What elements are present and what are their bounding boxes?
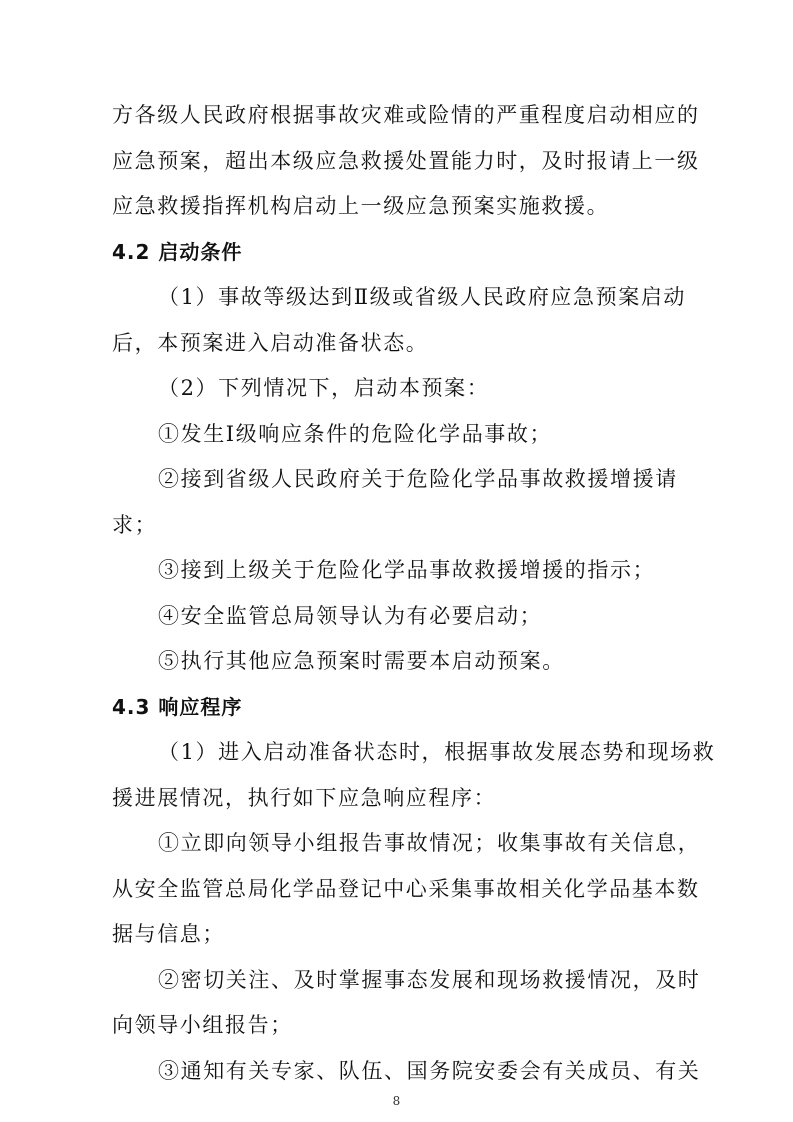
page-number: 8 bbox=[392, 1094, 401, 1108]
list-item: ②密切关注、及时掌握事态发展和现场救援情况，及时 bbox=[158, 968, 701, 992]
body-text-line: 向领导小组报告； bbox=[112, 1013, 293, 1037]
list-item: ②接到省级人民政府关于危险化学品事故救援增援请 bbox=[158, 467, 678, 491]
section-heading-4-2: 4.2 启动条件 bbox=[112, 240, 243, 264]
list-item: ④安全监管总局领导认为有必要启动； bbox=[158, 604, 543, 628]
body-text-line: （2）下列情况下，启动本预案： bbox=[158, 376, 490, 400]
body-text-line: 后，本预案进入启动准备状态。 bbox=[112, 331, 429, 355]
list-item: ③接到上级关于危险化学品事故救援增援的指示； bbox=[158, 558, 656, 582]
list-item: ⑤执行其他应急预案时需要本启动预案。 bbox=[158, 649, 565, 673]
body-text-line: 援进展情况，执行如下应急响应程序： bbox=[112, 786, 497, 810]
body-text-line: 应急救援指挥机构启动上一级应急预案实施救援。 bbox=[112, 194, 610, 218]
list-item: ③通知有关专家、队伍、国务院安委会有关成员、有关 bbox=[158, 1059, 701, 1083]
body-text-line: 据与信息； bbox=[112, 922, 225, 946]
body-text-line: （1）进入启动准备状态时，根据事故发展态势和现场救 bbox=[158, 740, 716, 764]
body-text-line: 应急预案，超出本级应急救援处置能力时，及时报请上一级 bbox=[112, 149, 700, 173]
body-text-line: 从安全监管总局化学品登记中心采集事故相关化学品基本数 bbox=[112, 877, 700, 901]
list-item: ①立即向领导小组报告事故情况；收集事故有关信息， bbox=[158, 831, 701, 855]
body-text-line: （1）事故等级达到Ⅱ级或省级人民政府应急预案启动 bbox=[158, 285, 687, 309]
section-heading-4-3: 4.3 响应程序 bbox=[112, 695, 243, 719]
body-text-line: 方各级人民政府根据事故灾难或险情的严重程度启动相应的 bbox=[112, 103, 700, 127]
list-item: ①发生Ⅰ级响应条件的危险化学品事故； bbox=[158, 422, 553, 446]
body-text-line: 求； bbox=[112, 513, 158, 537]
